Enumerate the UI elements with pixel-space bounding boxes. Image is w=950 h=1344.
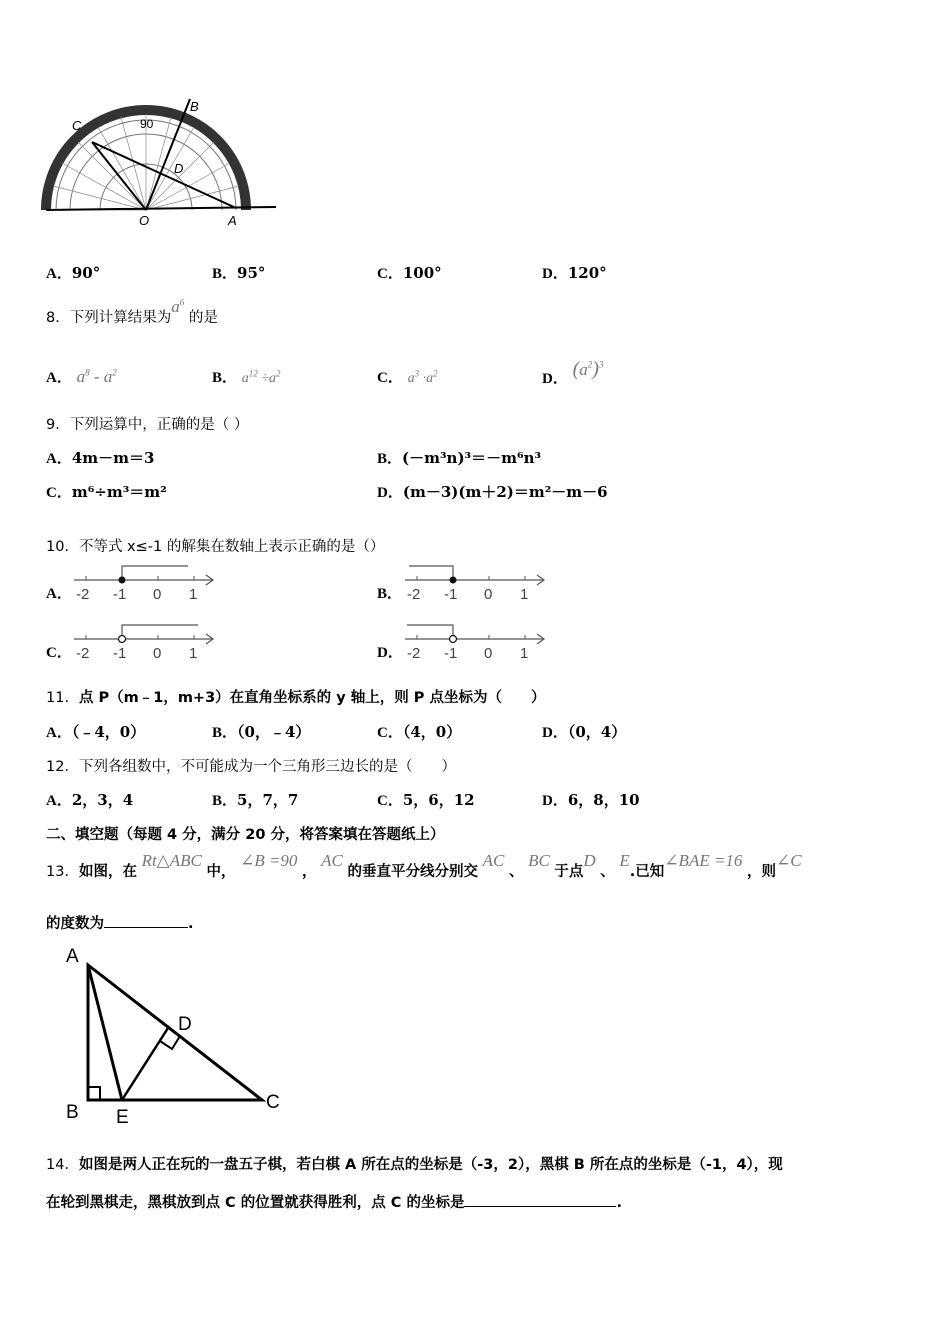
tick-label: 0 (153, 586, 162, 603)
q8-option-a: A． $a^8 - a^2$ (46, 367, 117, 386)
q7-option-d: D．120° (542, 264, 607, 282)
q8-option-b: B． $a^{12} \div a^2$ (212, 368, 281, 386)
vertex-label-b: B (66, 1102, 79, 1123)
q9-stem: 9．下列运算中，正确的是（ ） (46, 417, 249, 433)
protractor-label-90: 90 (140, 117, 154, 131)
tick-label: 0 (484, 586, 493, 603)
q11-stem: 11．点 P（m﹣1，m+3）在直角坐标系的 y 轴上，则 P 点坐标为（ ） (46, 690, 546, 706)
q11-option-a: A．（﹣4，0） (46, 723, 146, 741)
q8-stem: 8．下列计算结果为$a^6$ 的是 (46, 297, 218, 326)
q9-option-a: A．4m－m＝3 (46, 449, 155, 467)
q13-stem-line1: 13．如图，在 Rt△ABC 中， ∠B =90 ， AC 的垂直平分线分别交 AC 、 BC 于点D 、 E.已知∠BAE =16 ，则∠C (46, 851, 802, 880)
vertex-label-d: D (178, 1014, 192, 1035)
q8-option-c: C． $a^3 \cdot a^2$ (377, 368, 438, 386)
tick-label: 1 (189, 586, 198, 603)
q8-option-d: D． $(a^2)^3$ (542, 358, 604, 387)
q10-numberline-c (70, 621, 220, 663)
tick-label: 0 (153, 645, 162, 662)
vertex-label-a: A (66, 946, 79, 967)
point-label-d: D (174, 161, 184, 176)
q12-stem: 12．下列各组数中，不可能成为一个三角形三边长的是（ ） (46, 759, 456, 775)
point-label-b: B (190, 99, 199, 114)
q10-numberline-a (70, 562, 220, 604)
tick-label: -1 (444, 645, 458, 662)
q14-stem-line2: 在轮到黑棋走，黑棋放到点 C 的位置就获得胜利，点 C 的坐标是 . (46, 1191, 622, 1212)
q9-option-b: B．(－m³n)³＝－m⁶n³ (377, 449, 542, 467)
q10-numberline-b (401, 562, 551, 604)
q9-option-c: C．m⁶÷m³＝m² (46, 483, 167, 501)
section-2-title: 二、填空题（每题 4 分，满分 20 分，将答案填在答题纸上） (46, 827, 445, 843)
q11-option-b: B．（0，﹣4） (212, 723, 311, 741)
point-label-o: O (139, 213, 150, 228)
q9-option-d: D．(m－3)(m＋2)＝m²－m－6 (377, 483, 608, 501)
q12-option-b: B．5，7，7 (212, 791, 299, 809)
tick-label: 1 (189, 645, 198, 662)
q12-option-c: C．5，6，12 (377, 791, 475, 809)
triangle-figure (60, 940, 295, 1130)
answer-blank[interactable] (464, 1192, 616, 1207)
q7-option-c: C．100° (377, 264, 442, 282)
q10-option-c-label: C． (46, 645, 72, 661)
q14-stem-line1: 14．如图是两人正在玩的一盘五子棋，若白棋 A 所在点的坐标是（-3，2），黑棋 B 所在点的坐标是（-1，4），现 (46, 1157, 783, 1173)
q12-option-d: D．6，8，10 (542, 791, 640, 809)
tick-label: -1 (113, 586, 127, 603)
q10-stem: 10．不等式 x≤-1 的解集在数轴上表示正确的是（） (46, 539, 385, 555)
tick-label: -2 (407, 586, 421, 603)
vertex-label-c: C (266, 1092, 280, 1113)
tick-label: 1 (520, 586, 529, 603)
q10-numberline-d (401, 621, 551, 663)
tick-label: 1 (520, 645, 529, 662)
q7-option-a: A．90° (46, 264, 101, 282)
tick-label: -2 (407, 645, 421, 662)
tick-label: -2 (76, 645, 90, 662)
point-label-a: A (228, 213, 237, 228)
tick-label: 0 (484, 645, 493, 662)
tick-label: -1 (113, 645, 127, 662)
q11-option-d: D．（0，4） (542, 723, 627, 741)
q11-option-c: C．（4，0） (377, 723, 462, 741)
q7-option-b: B．95° (212, 264, 266, 282)
q10-option-b-label: B． (377, 586, 403, 602)
q13-stem-line2: 的度数为 . (46, 912, 194, 933)
q12-option-a: A．2，3，4 (46, 791, 134, 809)
vertex-label-e: E (116, 1107, 129, 1128)
tick-label: -1 (444, 586, 458, 603)
protractor-figure (40, 95, 280, 230)
q10-option-a-label: A． (46, 586, 72, 602)
q10-option-d-label: D． (377, 645, 403, 661)
tick-label: -2 (76, 586, 90, 603)
answer-blank[interactable] (104, 913, 188, 928)
point-label-c: C (72, 118, 82, 133)
protractor (46, 99, 276, 228)
